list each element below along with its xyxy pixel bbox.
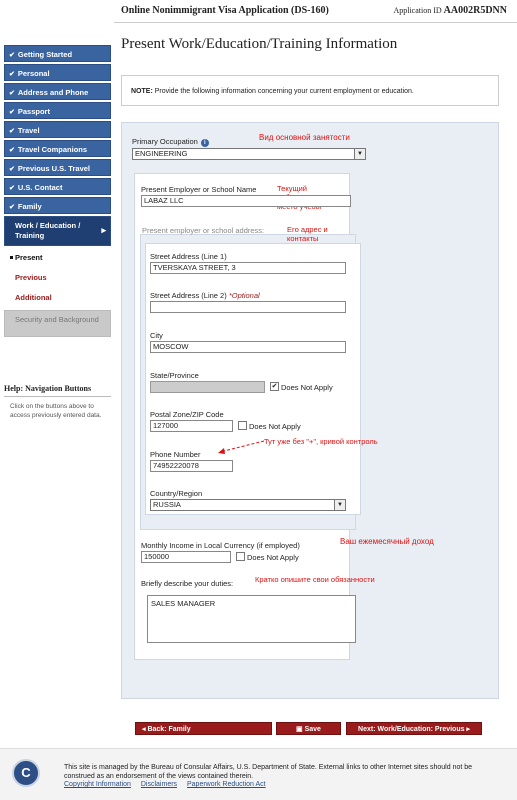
form-panel: [121, 122, 499, 699]
country-label: Country/Region: [150, 489, 203, 498]
check-icon: ✔: [9, 52, 15, 59]
zip-does-not-apply-label: Does Not Apply: [249, 422, 301, 431]
app-title: Online Nonimmigrant Visa Application (DS-160): [121, 5, 329, 16]
sidebar-item-label: Previous U.S. Travel: [17, 164, 90, 173]
city-input[interactable]: MOSCOW: [150, 341, 346, 353]
sidebar-item-label: Getting Started: [17, 50, 73, 59]
income-does-not-apply-checkbox[interactable]: [236, 552, 245, 561]
annotation-ru: Ваш ежемесячный доход: [340, 537, 434, 546]
optional-label: *Optional: [228, 291, 260, 300]
street1-input[interactable]: TVERSKAYA STREET, 3: [150, 262, 346, 274]
check-icon: ✔: [9, 147, 15, 154]
state-does-not-apply-label: Does Not Apply: [281, 383, 333, 392]
annotation-ru: Его адрес и контакты: [287, 225, 328, 243]
state-label: State/Province: [150, 371, 199, 380]
income-label: Monthly Income in Local Currency (if employed): [141, 541, 300, 550]
help-text: Click on the buttons above to access previously entered data.: [10, 403, 102, 419]
zip-input[interactable]: 127000: [150, 420, 233, 432]
income-input[interactable]: 150000: [141, 551, 231, 563]
sidebar-item-passport[interactable]: [4, 102, 111, 119]
address-section: [140, 225, 378, 530]
sidebar-subitem-present[interactable]: Present: [4, 248, 111, 268]
primary-occupation-select[interactable]: [132, 148, 366, 160]
city-label: City: [150, 331, 163, 340]
sidebar-item-label: Work / Education / Training: [15, 221, 81, 240]
sidebar-item-address-phone[interactable]: [4, 83, 111, 100]
note-label: NOTE:: [131, 88, 153, 95]
footer-links: [64, 781, 274, 788]
next-button[interactable]: Next: Work/Education: Previous ▸: [346, 722, 482, 735]
sidebar-item-label: Travel: [17, 126, 40, 135]
duties-label: Briefly describe your duties:: [141, 579, 234, 588]
seal-logo: C: [12, 759, 40, 787]
footer: [0, 748, 517, 800]
zip-does-not-apply-checkbox[interactable]: [238, 421, 247, 430]
copyright-link[interactable]: Copyright Information: [64, 781, 131, 788]
sidebar-item-label: Passport: [17, 107, 50, 116]
sidebar-item-previous-us-travel[interactable]: [4, 159, 111, 176]
sidebar-item-label: U.S. Contact: [17, 183, 63, 192]
check-icon: ✔: [9, 71, 15, 78]
check-icon: ✔: [9, 109, 15, 116]
sidebar-subitem-additional[interactable]: Additional: [15, 293, 52, 302]
annotation-ru: Кратко опишите свои обязанности: [255, 575, 375, 584]
save-label: Save: [304, 726, 321, 733]
check-icon: ✔: [9, 204, 15, 211]
sidebar-item-label: Personal: [17, 69, 50, 78]
save-button[interactable]: [276, 722, 341, 735]
header-divider: [114, 22, 517, 23]
sidebar-item-travel-companions[interactable]: [4, 140, 111, 157]
employer-name-input[interactable]: LABAZ LLC: [141, 195, 351, 207]
sidebar-item-travel[interactable]: [4, 121, 111, 138]
address-fields: [145, 243, 378, 515]
help-panel: [4, 384, 111, 420]
check-icon: ✔: [9, 128, 15, 135]
street1-label: Street Address (Line 1): [150, 252, 227, 261]
employer-name-label: Present Employer or School Name: [141, 185, 257, 194]
app-header: [0, 0, 517, 26]
street2-label: Street Address (Line 2) *Optional: [150, 291, 260, 300]
street2-input[interactable]: [150, 301, 346, 313]
annotation-ru: Тут уже без "+", кривой контроль: [264, 437, 378, 446]
zip-label: Postal Zone/ZIP Code: [150, 410, 224, 419]
sidebar-subitem-previous[interactable]: Previous: [15, 273, 47, 282]
duties-textarea[interactable]: SALES MANAGER: [147, 595, 356, 643]
check-icon: ✔: [9, 185, 15, 192]
address-section-label: Present employer or school address:: [142, 226, 265, 235]
application-id-label: Application ID: [393, 6, 442, 15]
chevron-down-icon: ▼: [354, 149, 365, 159]
application-id-value: AA002R5DNN: [443, 5, 507, 16]
sidebar-item-label: Family: [17, 202, 42, 211]
chevron-right-icon: ▸: [101, 225, 106, 235]
save-icon: ▣: [296, 726, 305, 733]
employer-section: [134, 173, 434, 660]
sidebar-item-personal[interactable]: [4, 64, 111, 81]
select-value: RUSSIA: [153, 500, 181, 509]
select-value: ENGINEERING: [135, 149, 188, 158]
sidebar-item-work-education[interactable]: [4, 216, 111, 246]
check-icon: ✔: [9, 166, 15, 173]
info-icon[interactable]: i: [201, 139, 209, 147]
income-does-not-apply-label: Does Not Apply: [247, 553, 299, 562]
header-left-blank: [0, 0, 114, 26]
help-title: Help: Navigation Buttons: [4, 384, 111, 397]
sidebar-item-label: Address and Phone: [17, 88, 89, 97]
sidebar-item-us-contact[interactable]: [4, 178, 111, 195]
phone-label: Phone Number: [150, 450, 201, 459]
page-title: Present Work/Education/Training Information: [121, 36, 398, 52]
sidebar-item-getting-started[interactable]: [4, 45, 111, 62]
sidebar-nav: [4, 45, 111, 339]
disclaimers-link[interactable]: Disclaimers: [140, 781, 178, 788]
paperwork-reduction-link[interactable]: Paperwork Reduction Act: [187, 781, 266, 788]
check-icon: ✔: [9, 90, 15, 97]
annotation-arrow-icon: [216, 439, 266, 455]
state-does-not-apply-checkbox[interactable]: ✔: [271, 383, 278, 390]
state-input[interactable]: [150, 381, 265, 393]
primary-occupation-label: Primary Occupation i: [132, 137, 209, 147]
application-id: [393, 5, 507, 16]
sidebar-item-security-background: Security and Background: [4, 310, 111, 337]
annotation-ru: Вид основной занятости: [259, 133, 350, 142]
back-button[interactable]: ◂ Back: Family: [135, 722, 272, 735]
sidebar-item-label: Travel Companions: [17, 145, 88, 154]
annotation-ru: Текущий: [277, 184, 307, 193]
note-box: [121, 75, 499, 106]
country-select[interactable]: [150, 499, 346, 511]
phone-input[interactable]: 74952220078: [150, 460, 233, 472]
note-text: Provide the following information concerning your current employment or education.: [154, 88, 414, 95]
sidebar-item-family[interactable]: [4, 197, 111, 214]
chevron-down-icon: ▼: [334, 500, 345, 510]
footer-text: This site is managed by the Bureau of Consular Affairs, U.S. Department of State. External links to other Internet sites should not be construed as an endorsement of the views contained therein.: [64, 764, 473, 780]
